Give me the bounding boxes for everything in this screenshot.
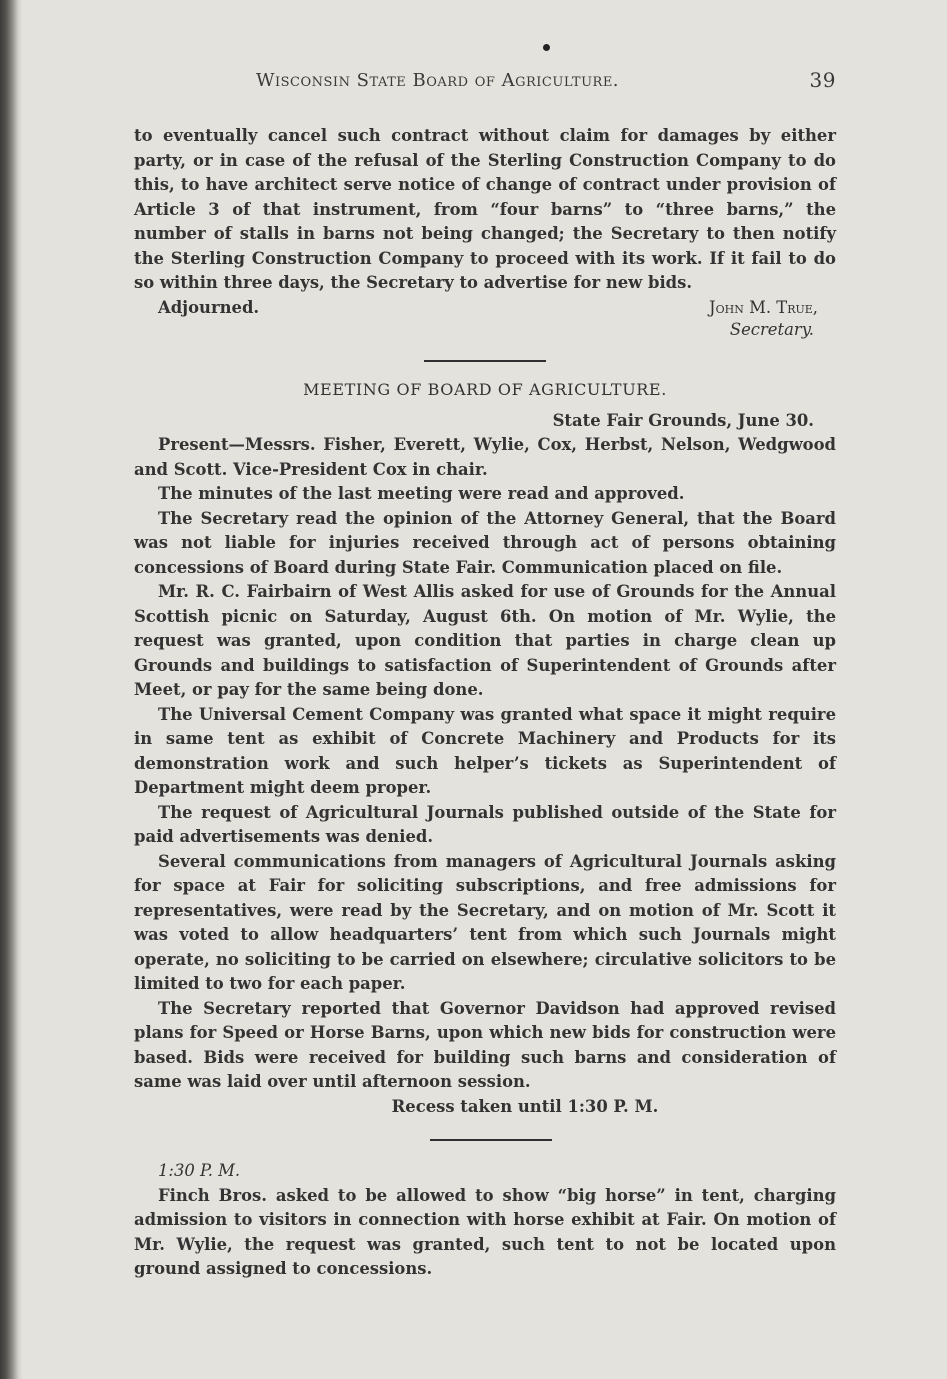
section-divider-2: [430, 1139, 552, 1141]
signature-row: [134, 296, 836, 320]
secretary-name: John M. True,: [709, 297, 818, 317]
recess-note: Recess taken until 1:30 P. M.: [391, 1096, 659, 1116]
minutes-paragraph: The request of Agricultural Journals published outside of the State for paid advertisements was denied.: [134, 802, 836, 846]
afternoon-time: 1:30 P. M.: [158, 1161, 241, 1180]
running-header: [256, 70, 836, 96]
minutes-paragraph: The Secretary reported that Governor Davidson had approved revised plans for Speed or Horse Barns, upon which new bids for construction were based. Bids were received for building such barns and consideration of same was laid over until afternoon session.: [134, 998, 836, 1091]
section-divider: [424, 360, 546, 362]
continued-paragraph: to eventually cancel such contract without claim for damages by either party, or in case of the refusal of the Sterling Construction Company to do this, to have architect serve notice of change of contract under provision of Article 3 of that instrument, from “four barns” to “three barns,” the number of stalls in barns not being changed; the Secretary to then notify the Sterling Construction Company to proceed with its work. If it fail to do so within three days, the Secretary to advertise for new bids.: [134, 126, 836, 292]
meeting-place-date: State Fair Grounds, June 30.: [552, 410, 814, 430]
meeting-heading: MEETING OF BOARD OF AGRICULTURE.: [303, 380, 667, 399]
minutes-paragraph: The minutes of the last meeting were read and approved.: [158, 484, 685, 503]
minutes-paragraph: The Universal Cement Company was granted what space it might require in same tent as exhibit of Concrete Machinery and Products for its demonstration work and such helper’s tickets as Superintendent of Department might deem proper.: [134, 704, 836, 797]
running-header-title: Wisconsin State Board of Agriculture.: [256, 70, 620, 91]
adjourned-text: Adjourned.: [158, 297, 260, 317]
afternoon-paragraph: Finch Bros. asked to be allowed to show “big horse” in tent, charging admission to visitors in connection with horse exhibit at Fair. On motion of Mr. Wylie, the request was granted, such tent to not be located upon ground assigned to concessions.: [134, 1185, 836, 1278]
page-number: 39: [809, 68, 836, 92]
page-body: [134, 124, 836, 1282]
minutes-paragraph: The Secretary read the opinion of the Attorney General, that the Board was not liable for injuries received through act of persons obtaining concessions of Board during State Fair. Communication placed on file.: [134, 508, 836, 577]
minutes-paragraph: Mr. R. C. Fairbairn of West Allis asked for use of Grounds for the Annual Scottish picnic on Saturday, August 6th. On motion of Mr. Wylie, the request was granted, upon condition that parties in charge clean up Grounds and buildings to satisfaction of Superintendent of Grounds after Meet, or pay for the same being done.: [134, 582, 836, 699]
page-binding-edge: [0, 0, 22, 1379]
minutes-paragraph: Several communications from managers of Agricultural Journals asking for space at Fair for soliciting subscriptions, and free admissions for representatives, were read by the Secretary, and on motion of Mr. Scott it was voted to allow headquarters’ tent from which such Journals might operate, no soliciting to be carried on elsewhere; circulative solicitors to be limited to two for each paper.: [134, 851, 836, 993]
ink-mark: [543, 44, 550, 51]
minutes-paragraph: Present—Messrs. Fisher, Everett, Wylie, Cox, Herbst, Nelson, Wedgwood and Scott. Vice-President Cox in chair.: [134, 435, 836, 479]
secretary-title: Secretary.: [729, 319, 814, 339]
